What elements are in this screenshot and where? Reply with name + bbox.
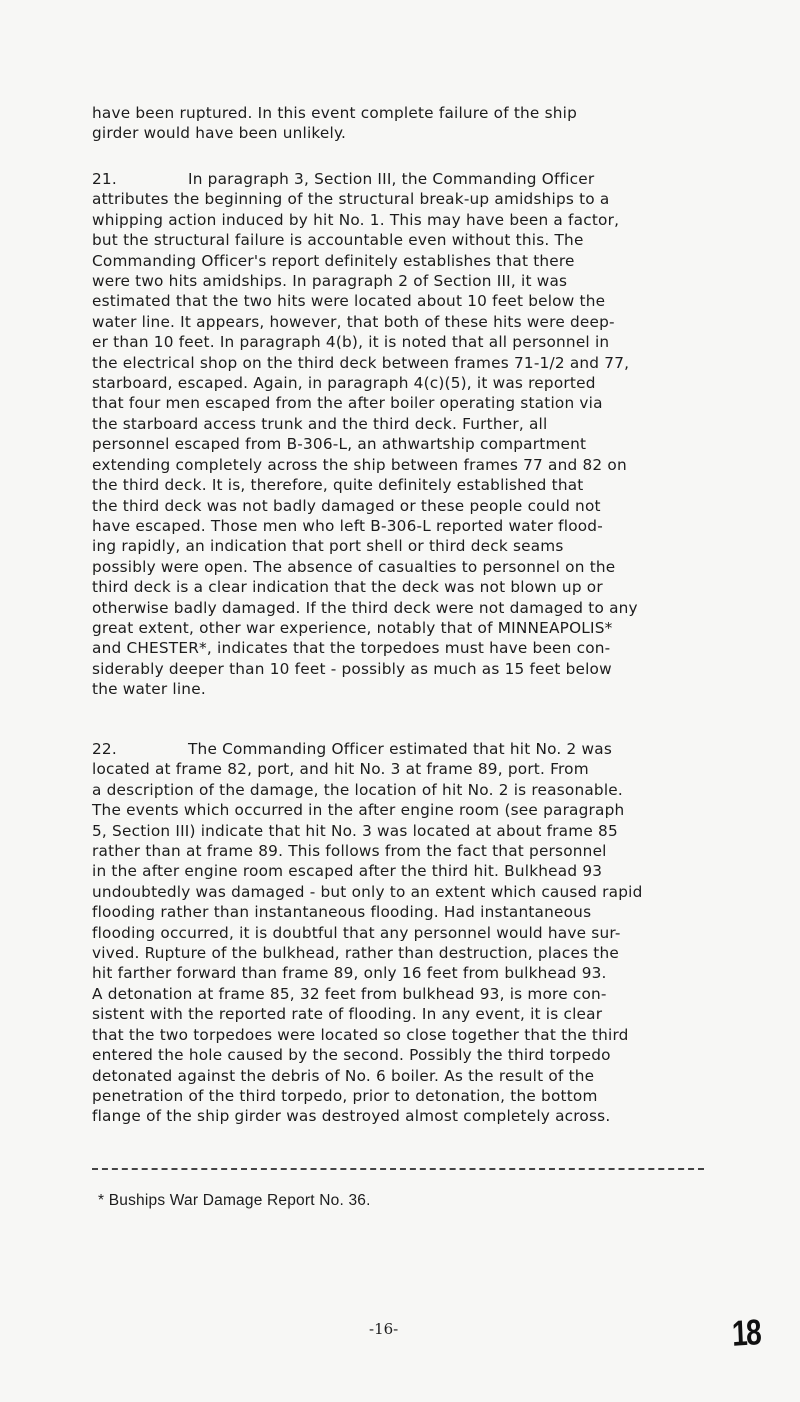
- text-line: 5, Section III) indicate that hit No. 3 was located at about frame 85: [92, 821, 618, 840]
- continuation-paragraph: [92, 103, 704, 144]
- text-line: the third deck was not badly damaged or these people could not: [92, 496, 601, 515]
- text-line: third deck is a clear indication that the deck was not blown up or: [92, 578, 603, 597]
- text-line: have escaped. Those men who left B-306-L reported water flood-: [92, 516, 603, 535]
- text-line: [92, 739, 704, 759]
- text-line: but the structural failure is accountable even without this. The: [92, 231, 584, 250]
- text-line: and CHESTER*, indicates that the torpedoes must have been con-: [92, 639, 611, 658]
- text-line: Commanding Officer's report definitely establishes that there: [92, 251, 575, 270]
- text-line: undoubtedly was damaged - but only to an extent which caused rapid: [92, 882, 643, 901]
- text-line: flooding occurred, it is doubtful that any personnel would have sur-: [92, 923, 621, 942]
- text-line: in the after engine room escaped after the third hit. Bulkhead 93: [92, 862, 603, 881]
- text-line: A detonation at frame 85, 32 feet from bulkhead 93, is more con-: [92, 984, 607, 1003]
- text-line: the starboard access trunk and the third deck. Further, all: [92, 414, 548, 433]
- footnote-divider: [92, 1168, 704, 1170]
- paragraph-number: 21.: [92, 170, 117, 188]
- text-line: penetration of the third torpedo, prior to detonation, the bottom: [92, 1086, 598, 1105]
- page-number: -16-: [369, 1320, 399, 1338]
- text-line: whipping action induced by hit No. 1. This may have been a factor,: [92, 210, 620, 229]
- text-line: flooding rather than instantaneous flooding. Had instantaneous: [92, 903, 592, 922]
- text-line: The events which occurred in the after engine room (see paragraph: [92, 801, 625, 820]
- text-line: flange of the ship girder was destroyed almost completely across.: [92, 1107, 611, 1126]
- text-line: extending completely across the ship between frames 77 and 82 on: [92, 455, 627, 474]
- text-line: rather than at frame 89. This follows from the fact that personnel: [92, 842, 607, 861]
- text-line: siderably deeper than 10 feet - possibly as much as 15 feet below: [92, 659, 612, 678]
- paragraph-number: 22.: [92, 740, 117, 758]
- text-line: possibly were open. The absence of casualties to personnel on the: [92, 557, 616, 576]
- text-line: sistent with the reported rate of flooding. In any event, it is clear: [92, 1005, 603, 1024]
- text-line: have been ruptured. In this event complete failure of the ship: [92, 104, 578, 122]
- text-line: hit farther forward than frame 89, only 16 feet from bulkhead 93.: [92, 964, 607, 983]
- text-line: starboard, escaped. Again, in paragraph 4(c)(5), it was reported: [92, 374, 596, 393]
- text-line: er than 10 feet. In paragraph 4(b), it is noted that all personnel in: [92, 333, 610, 352]
- paragraph-first-line: The Commanding Officer estimated that hit No. 2 was: [188, 740, 613, 758]
- text-line: located at frame 82, port, and hit No. 3 at frame 89, port. From: [92, 760, 589, 779]
- paragraph-21: [92, 169, 704, 700]
- text-line: ing rapidly, an indication that port shell or third deck seams: [92, 537, 564, 556]
- paragraph-22: [92, 739, 704, 1127]
- paragraph-first-line: In paragraph 3, Section III, the Commanding Officer: [188, 170, 595, 188]
- text-line: water line. It appears, however, that both of these hits were deep-: [92, 312, 615, 331]
- text-line: that four men escaped from the after boiler operating station via: [92, 394, 603, 413]
- footnote: * Buships War Damage Report No. 36.: [98, 1192, 371, 1209]
- text-line: personnel escaped from B-306-L, an athwartship compartment: [92, 435, 587, 454]
- text-line: entered the hole caused by the second. Possibly the third torpedo: [92, 1046, 611, 1065]
- text-line: [92, 169, 704, 189]
- text-line: great extent, other war experience, notably that of MINNEAPOLIS*: [92, 618, 613, 637]
- handwritten-page-number: 18: [731, 1311, 761, 1354]
- text-line: otherwise badly damaged. If the third deck were not damaged to any: [92, 598, 638, 617]
- text-line: were two hits amidships. In paragraph 2 of Section III, it was: [92, 272, 568, 291]
- text-line: vived. Rupture of the bulkhead, rather than destruction, places the: [92, 944, 620, 963]
- text-line: the water line.: [92, 680, 206, 699]
- text-line: the third deck. It is, therefore, quite definitely established that: [92, 476, 584, 495]
- text-line: that the two torpedoes were located so close together that the third: [92, 1025, 629, 1044]
- text-line: girder would have been unlikely.: [92, 124, 347, 143]
- text-line: a description of the damage, the location of hit No. 2 is reasonable.: [92, 780, 623, 799]
- text-line: the electrical shop on the third deck between frames 71-1/2 and 77,: [92, 353, 630, 372]
- text-line: detonated against the debris of No. 6 boiler. As the result of the: [92, 1066, 595, 1085]
- text-line: estimated that the two hits were located about 10 feet below the: [92, 292, 606, 311]
- text-line: attributes the beginning of the structural break-up amidships to a: [92, 190, 610, 209]
